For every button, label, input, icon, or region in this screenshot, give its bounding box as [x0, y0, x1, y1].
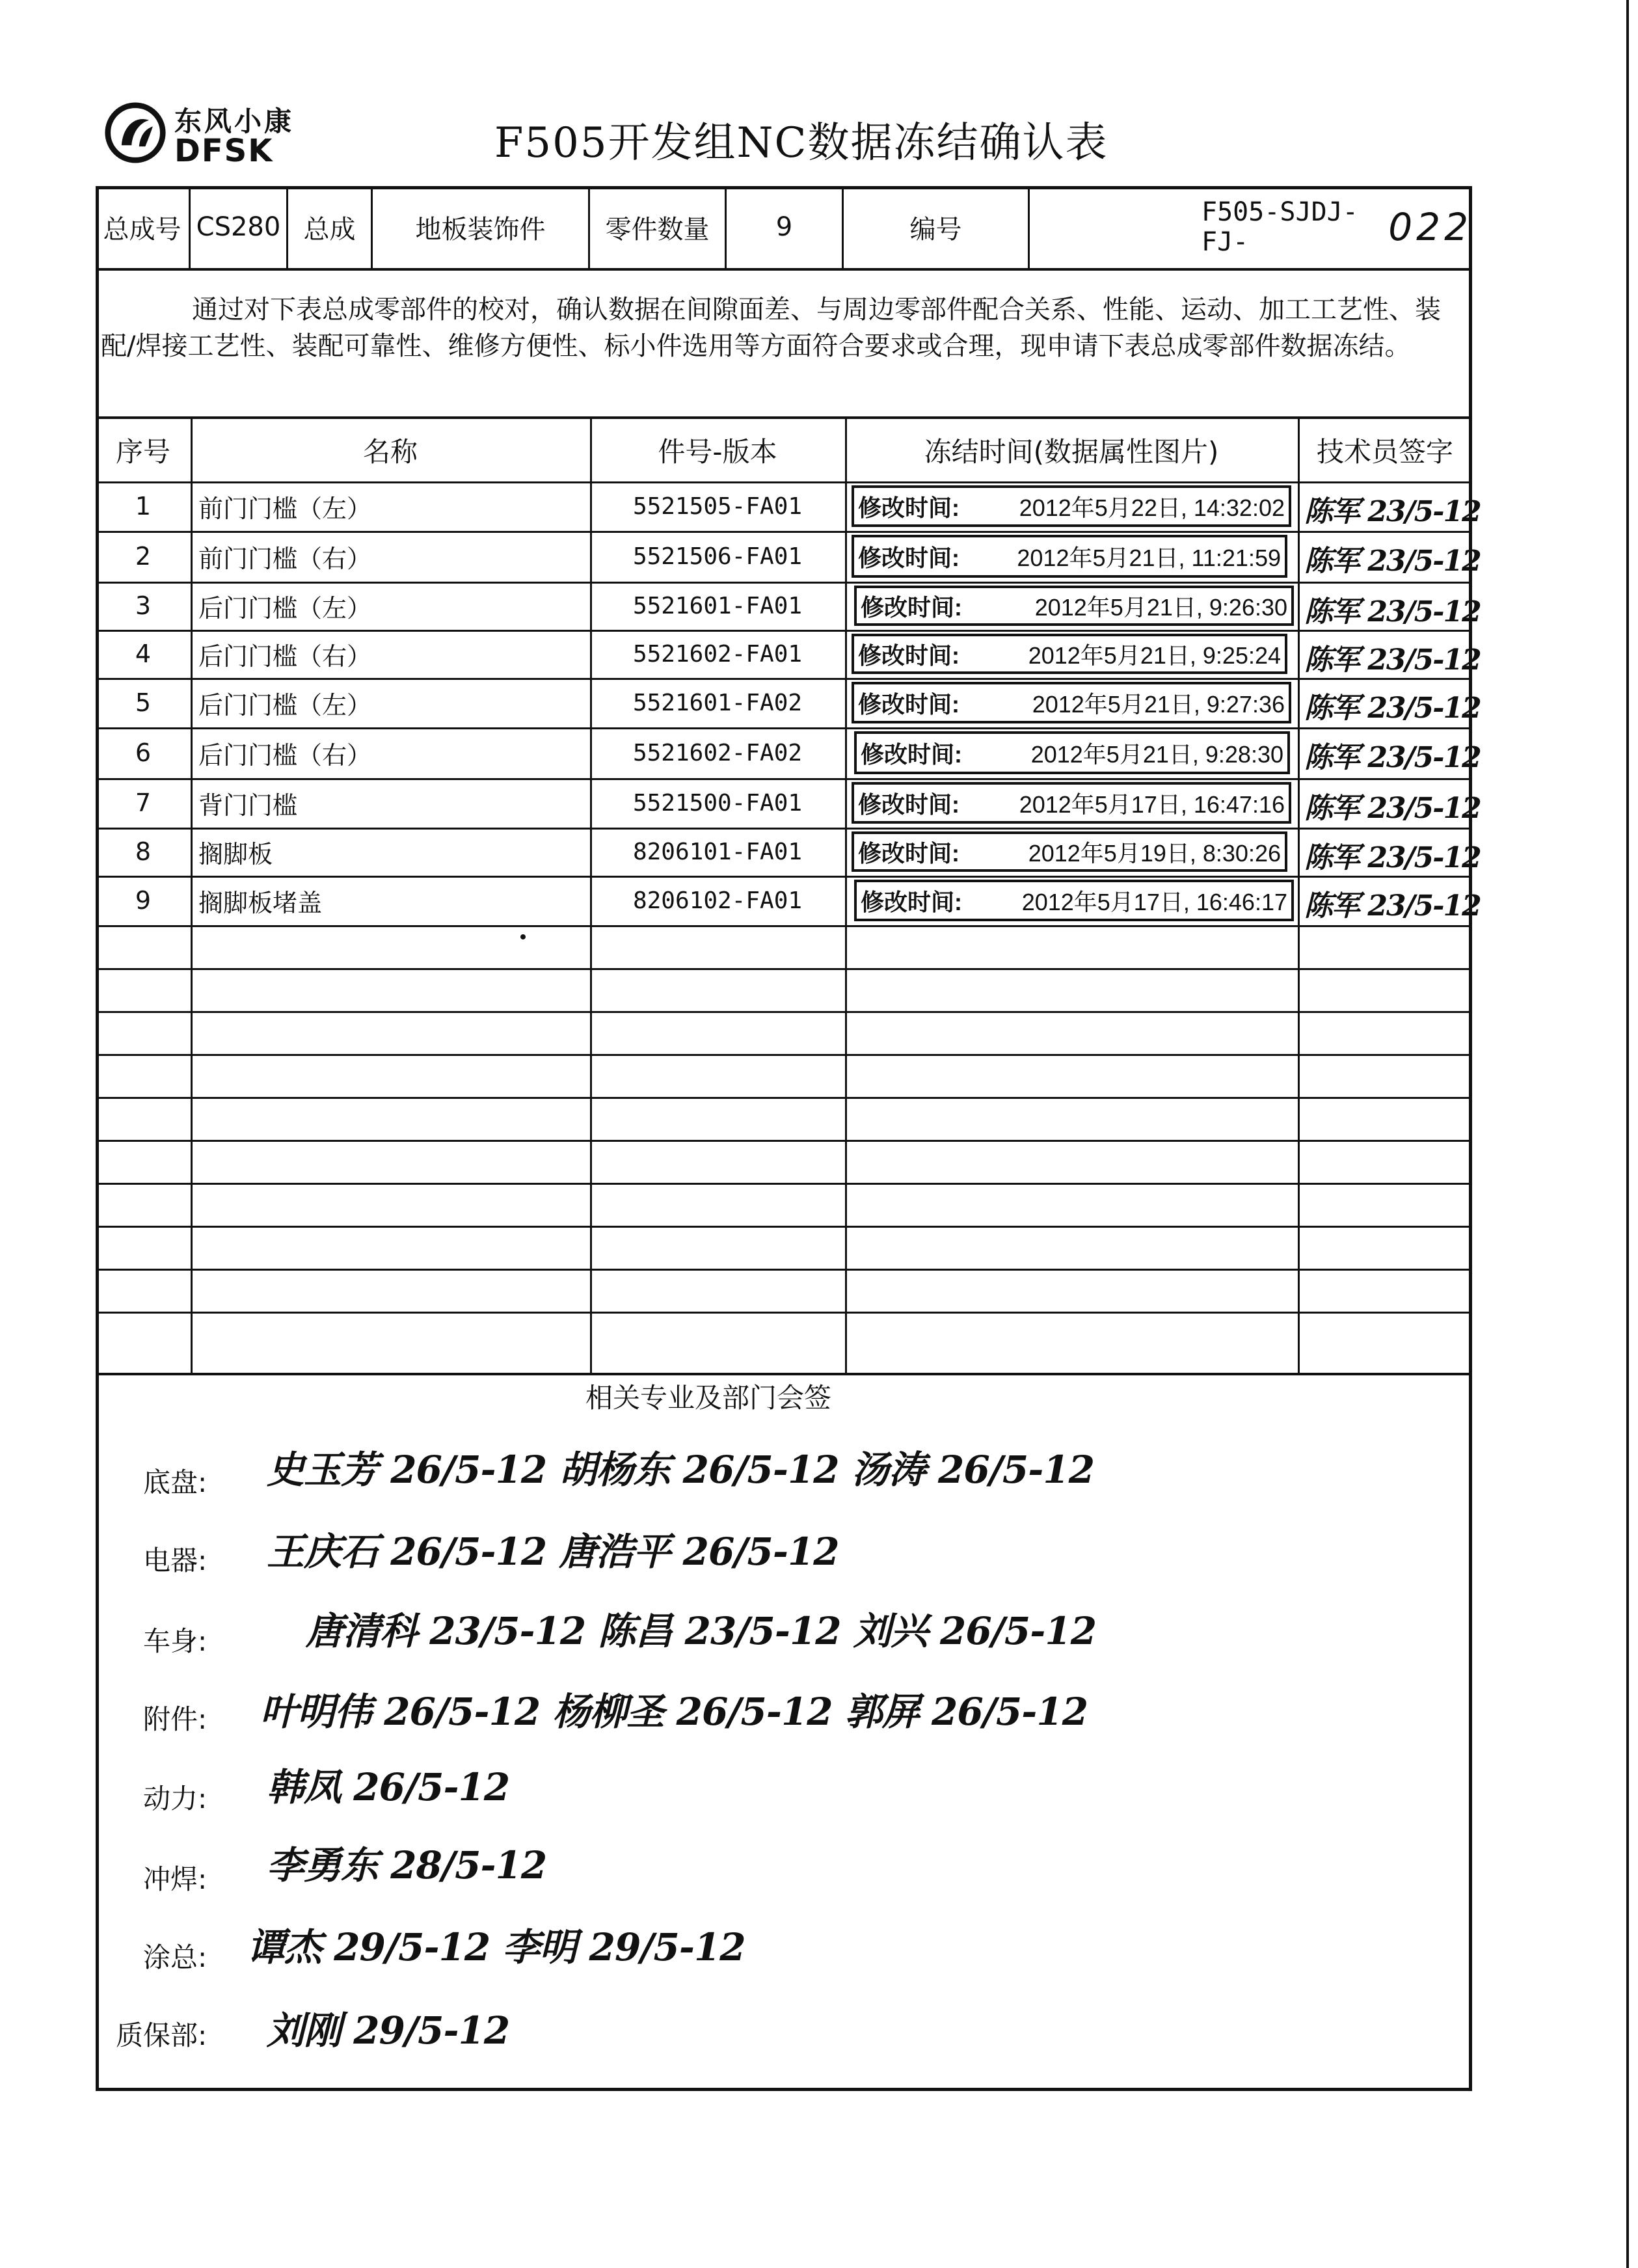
stamp-timestamp: 2012年5月21日, 9:26:30	[1034, 593, 1287, 621]
stamp-label: 修改时间:	[858, 690, 960, 718]
row-part-name: 背门门槛	[198, 790, 298, 820]
row-number: 1	[135, 492, 152, 520]
row-technician-signature: 陈军 23/5-12	[1304, 792, 1481, 825]
row-freeze-stamp	[852, 831, 1287, 872]
row-part-name: 后门门槛（左）	[198, 593, 372, 623]
stamp-timestamp: 2012年5月21日, 11:21:59	[1017, 544, 1281, 571]
serial-value	[1030, 186, 1472, 268]
stamp-timestamp: 2012年5月17日, 16:47:16	[1019, 790, 1285, 818]
parts-table	[96, 419, 1481, 1375]
stamp-label: 修改时间:	[858, 544, 960, 571]
dept-label-body: 车身:	[143, 1625, 208, 1657]
row-number: 5	[135, 688, 152, 717]
stamp-label: 修改时间:	[858, 790, 960, 818]
row-freeze-stamp	[852, 782, 1291, 824]
signatures-chassis: 史玉芳 26/5-12 胡杨东 26/5-12 汤涛 26/5-12	[267, 1448, 1095, 1492]
stamp-label: 修改时间:	[858, 494, 960, 521]
assembly-no-label: 总成号	[96, 186, 191, 268]
row-part-name: 后门门槛（右）	[198, 740, 372, 770]
serial-prefix: F505-SJDJ-FJ-	[1202, 197, 1358, 257]
signatures-paint-assembly: 谭杰 29/5-12 李明 29/5-12	[247, 1925, 745, 1969]
table-row-divider	[96, 1312, 1472, 1314]
row-part-number: 5521505-FA01	[632, 493, 803, 520]
stamp-timestamp: 2012年5月21日, 9:27:36	[1032, 690, 1285, 718]
row-number: 6	[135, 738, 152, 767]
table-row-divider	[96, 1054, 1472, 1056]
stamp-timestamp: 2012年5月21日, 9:25:24	[1028, 641, 1281, 669]
row-part-number: 5521602-FA01	[632, 640, 803, 668]
row-freeze-stamp	[852, 682, 1291, 723]
dept-label-powertrain: 动力:	[143, 1783, 208, 1815]
row-part-name: 前门门槛（右）	[198, 544, 372, 573]
table-row-divider	[96, 1226, 1472, 1228]
stamp-label: 修改时间:	[861, 888, 962, 915]
signatures-powertrain: 韩凤 26/5-12	[267, 1765, 510, 1809]
signatures-body: 唐清科 23/5-12 陈昌 23/5-12 刘兴 26/5-12	[306, 1609, 1097, 1653]
row-technician-signature: 陈军 23/5-12	[1304, 889, 1481, 923]
row-technician-signature: 陈军 23/5-12	[1304, 495, 1481, 528]
dfsk-logo-icon	[104, 101, 167, 164]
table-row-divider	[96, 1269, 1472, 1271]
dept-label-paint-assembly: 涂总:	[143, 1941, 208, 1973]
stamp-label: 修改时间:	[861, 593, 962, 621]
table-row-divider	[96, 1140, 1472, 1142]
row-part-name: 后门门槛（右）	[198, 641, 372, 671]
row-freeze-stamp	[852, 535, 1287, 578]
table-row-divider	[96, 1097, 1472, 1099]
row-freeze-stamp	[854, 586, 1294, 626]
table-row-divider	[96, 1183, 1472, 1185]
assembly-name-value: 地板装饰件	[373, 186, 590, 268]
stamp-timestamp: 2012年5月21日, 9:28:30	[1030, 740, 1283, 768]
row-technician-signature: 陈军 23/5-12	[1304, 643, 1481, 677]
freeze-description: 通过对下表总成零部件的校对，确认数据在间隙面差、与周边零部件配合关系、性能、运动、加工工艺性、装配/焊接工艺性、装配可靠性、维修方便性、标小件选用等方面符合要求或合理，现申请下表总成零部件数据冻结。	[96, 271, 1472, 419]
dept-label-accessory: 附件:	[143, 1703, 208, 1735]
row-freeze-stamp	[854, 880, 1294, 921]
page-title: F505开发组NC数据冻结确认表	[494, 119, 1108, 167]
row-technician-signature: 陈军 23/5-12	[1304, 595, 1481, 628]
row-part-name: 后门门槛（左）	[198, 690, 372, 720]
signatures-electrical: 王庆石 26/5-12 唐浩平 26/5-12	[267, 1530, 839, 1574]
stamp-label: 修改时间:	[861, 740, 962, 768]
signatures-quality: 刘刚 29/5-12	[267, 2008, 510, 2053]
part-count-value: 9	[727, 186, 844, 268]
row-number: 3	[135, 591, 152, 620]
row-technician-signature: 陈军 23/5-12	[1304, 692, 1481, 725]
stamp-timestamp: 2012年5月19日, 8:30:26	[1028, 839, 1281, 867]
dept-label-electrical: 电器:	[143, 1545, 208, 1576]
dept-label-chassis: 底盘:	[143, 1466, 208, 1498]
row-part-number: 5521506-FA01	[632, 543, 803, 570]
row-part-number: 8206101-FA01	[632, 838, 803, 865]
row-technician-signature: 陈军 23/5-12	[1304, 841, 1481, 874]
row-technician-signature: 陈军 23/5-12	[1304, 545, 1481, 578]
row-part-number: 5521500-FA01	[632, 789, 803, 817]
dept-label-stamping-welding: 冲焊:	[143, 1863, 208, 1895]
header-part: 件号-版本	[658, 436, 777, 468]
signatures-accessory: 叶明伟 26/5-12 杨柳圣 26/5-12 郭屏 26/5-12	[260, 1690, 1088, 1734]
stamp-label: 修改时间:	[858, 839, 960, 867]
row-part-number: 5521601-FA01	[632, 592, 803, 619]
header-name: 名称	[362, 436, 418, 468]
header-sign: 技术员签字	[1316, 436, 1453, 468]
signatures-stamping-welding: 李勇东 28/5-12	[267, 1843, 547, 1887]
scan-edge-line	[1626, 0, 1629, 2268]
row-number: 9	[135, 886, 152, 915]
row-freeze-stamp	[852, 634, 1287, 674]
company-logo	[104, 98, 299, 169]
row-number: 4	[135, 640, 152, 668]
stamp-timestamp: 2012年5月17日, 16:46:17	[1021, 888, 1287, 915]
table-row-divider	[96, 968, 1472, 970]
assembly-label: 总成	[288, 186, 373, 268]
row-number: 7	[135, 789, 152, 817]
table-row-divider	[96, 925, 1472, 927]
serial-label: 编号	[844, 186, 1030, 268]
scan-speck	[520, 934, 526, 939]
row-part-name: 搁脚板	[198, 839, 273, 869]
serial-handwritten-number: 022	[1388, 205, 1472, 249]
part-count-label: 零件数量	[590, 186, 727, 268]
summary-row	[96, 186, 1472, 271]
logo-chinese-text: 东风小康	[174, 105, 295, 137]
row-part-number: 8206102-FA01	[632, 887, 803, 914]
row-part-name: 搁脚板堵盖	[198, 888, 323, 917]
assembly-no-value: CS280	[191, 186, 288, 268]
row-part-name: 前门门槛（左）	[198, 494, 372, 523]
row-freeze-stamp	[854, 731, 1290, 774]
stamp-timestamp: 2012年5月22日, 14:32:02	[1019, 494, 1285, 521]
row-part-number: 5521602-FA02	[632, 739, 803, 766]
header-no: 序号	[115, 436, 170, 468]
table-row-divider	[96, 1011, 1472, 1013]
row-number: 2	[135, 542, 152, 571]
row-freeze-stamp	[852, 485, 1291, 527]
dept-label-quality: 质保部:	[116, 2019, 208, 2051]
row-number: 8	[135, 837, 152, 866]
header-freeze-time: 冻结时间(数据属性图片)	[924, 436, 1219, 468]
row-technician-signature: 陈军 23/5-12	[1304, 741, 1481, 774]
logo-english-text: DFSK	[174, 133, 274, 169]
row-part-number: 5521601-FA02	[632, 689, 803, 716]
stamp-label: 修改时间:	[858, 641, 960, 669]
countersign-title: 相关专业及部门会签	[585, 1382, 832, 1414]
